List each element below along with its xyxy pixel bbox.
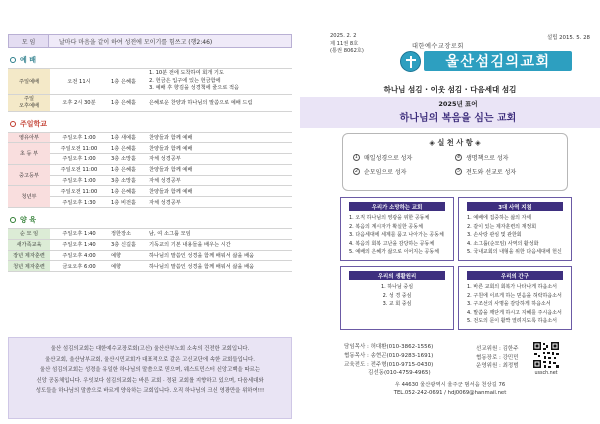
school-note: 찬양들과 함께 예배 bbox=[146, 164, 292, 175]
training-note: 남, 여 소그룹 모임 bbox=[146, 229, 292, 240]
training-note: 하나님의 말씀인 성경을 함께 배워서 삶을 배움 bbox=[146, 261, 292, 272]
school-time: 주일오전 11:00 bbox=[50, 164, 108, 175]
training-place: 3층 신길홀 bbox=[108, 239, 146, 250]
school-place: 1층 은혜홀 bbox=[108, 186, 146, 197]
school-time: 주일오후 1:00 bbox=[50, 132, 108, 143]
table-row bbox=[8, 186, 292, 197]
motto-label: 모 임 bbox=[9, 35, 49, 47]
table-row bbox=[8, 94, 292, 111]
box-title: 3대 사역 지침 bbox=[467, 202, 563, 211]
school-place: 1층 비전홀 bbox=[108, 197, 146, 208]
school-name: 청년부 bbox=[8, 186, 50, 208]
worship-table bbox=[8, 68, 292, 112]
right-page bbox=[300, 0, 600, 424]
school-note: 찬양들과 함께 예배 bbox=[146, 132, 292, 143]
training-note: 기독교의 기본 내용들을 배우는 시간 bbox=[146, 239, 292, 250]
school-place: 3층 소망홀 bbox=[108, 175, 146, 186]
worship-place: 1층 은혜홀 bbox=[108, 69, 146, 95]
school-time: 주일오전 11:00 bbox=[50, 143, 108, 154]
issue-info: 2025. 2. 2 제 11권 8호 (통권 8062호) bbox=[330, 33, 364, 54]
school-table bbox=[8, 132, 292, 209]
motto-text: 날마다 마음을 같이 하여 성전에 모이기를 힘쓰고 (행2:46) bbox=[59, 38, 213, 46]
table-row bbox=[8, 250, 292, 261]
practice-item: 4 생명책으로 성자 bbox=[455, 153, 557, 162]
worship-place: 1층 은혜홀 bbox=[108, 94, 146, 111]
school-name: 초 등 부 bbox=[8, 143, 50, 165]
slogan: 하나님 섬김 · 이웃 섬김 · 다음세대 섬김 bbox=[383, 85, 517, 94]
motto-bar bbox=[8, 34, 292, 48]
box-title: 우리의 생활원리 bbox=[349, 271, 445, 280]
training-time: 금요오후 6:00 bbox=[50, 261, 108, 272]
table-row bbox=[8, 175, 292, 186]
denomination: 대한예수교장로회 bbox=[412, 43, 464, 50]
ministry-box: 3대 사역 지침 1. 예배에 집중하는 삶의 자세 2. 같이 있는 제자훈련의 재정회 3. 손사랑 관심 및 관한회 4. 소그룹(순모임) 사역의 활성화 5. 국내교회의 내형을 위한 다음세대에 헌신 bbox=[458, 197, 572, 261]
pastor-contacts: 담임목사 : 허대환(010-3862-1556) 협동목사 : 송현곤(010-9283-1691) 교육전도 : 전주형(010-9715-0430) 김선동(010-4759-4965) bbox=[344, 344, 434, 377]
school-note: 자체 성경공부 bbox=[146, 175, 292, 186]
intro-line: 울산 섬김의교회는 대한예수교장로회(고신) 울산산부노회 소속의 건전한 교회입니다. bbox=[50, 346, 250, 352]
theme-title: 하나님의 복음을 심는 교회 bbox=[399, 113, 517, 124]
school-time: 주일오후 1:30 bbox=[50, 197, 108, 208]
training-heading: 양 육 bbox=[10, 215, 292, 225]
school-place: 1층 은혜홀 bbox=[108, 164, 146, 175]
practice-title: ◈ 실 천 사 항 ◈ bbox=[429, 138, 481, 147]
worship-notes: 은혜로운 찬양과 하나님의 말씀으로 예배 드림 bbox=[146, 94, 292, 111]
circle-icon bbox=[10, 217, 16, 223]
training-name: 순 모 임 bbox=[8, 229, 50, 240]
training-table bbox=[8, 228, 292, 272]
prayer-box: 우리의 간구 1. 바른 교회의 회복가 나타나게 하옵소서 2. 구원에 이르게 하는 믿음을 허락하옵소서 3. 구조선의 사명을 감당하게 하옵소서 4. 말씀을 깨닫게 하시고 지혜를 주시옵소서 5. 전도의 문이 활짝 열려지도록 하옵소서 bbox=[458, 266, 572, 330]
intro-line: 신앙 공동체입니다. 우잇보다 섬김의교회는 바른 교회 · 정된 교회를 지향하고 있으며, 다음세대와 bbox=[36, 377, 264, 384]
training-place: 정한장소 bbox=[108, 229, 146, 240]
table-row bbox=[8, 154, 292, 165]
church-logo bbox=[400, 51, 421, 72]
training-name: 새가족교육 bbox=[8, 239, 50, 250]
training-note: 하나님의 말씀인 성경을 함께 배워서 삶을 배움 bbox=[146, 250, 292, 261]
worship-time: 오후 2시 30분 bbox=[50, 94, 108, 111]
table-row bbox=[8, 261, 292, 272]
school-place: 3층 소망홀 bbox=[108, 154, 146, 165]
training-place: 예향 bbox=[108, 261, 146, 272]
school-place: 1층 새예홀 bbox=[108, 132, 146, 143]
table-row bbox=[8, 239, 292, 250]
school-note: 자체 성경공부 bbox=[146, 154, 292, 165]
table-row bbox=[8, 197, 292, 208]
practice-item: 1 매일성경으로 성자 bbox=[353, 153, 455, 162]
school-place: 1층 은혜홀 bbox=[108, 143, 146, 154]
school-note: 찬양들과 함께 예배 bbox=[146, 186, 292, 197]
training-name: 장년 제자훈련 bbox=[8, 250, 50, 261]
intro-line: 성도들을 하나님의 말씀으로 바르게 양육하는 교회입니다. 오직 하나님의 크신 영광만을 위하여!!! bbox=[35, 388, 265, 395]
website-label: ussch.net bbox=[534, 371, 558, 376]
school-time: 주일오후 1:00 bbox=[50, 175, 108, 186]
founded-date: 설립 2015. 5. 28 bbox=[547, 35, 590, 41]
school-note: 찬양들과 함께 예배 bbox=[146, 143, 292, 154]
table-row bbox=[8, 69, 292, 95]
circle-icon bbox=[10, 57, 16, 63]
box-title: 우리의 간구 bbox=[467, 271, 563, 280]
school-name: 영유아부 bbox=[8, 132, 50, 143]
life-principle-box: 우리의 생활원리 1. 하나님 중심 2. 성 경 중심 3. 교 회 중심 bbox=[340, 266, 454, 330]
circle-icon bbox=[10, 121, 16, 127]
table-row bbox=[8, 229, 292, 240]
staff-list: 선교위원 : 김한주 협동장로 : 강민민 운영위원 : 최정범 bbox=[476, 346, 519, 370]
church-name: 울산섬김의교회 bbox=[424, 51, 572, 71]
qr-code-icon[interactable] bbox=[532, 341, 560, 369]
cross-icon bbox=[406, 56, 416, 68]
worship-name: 주일 오후예배 bbox=[8, 94, 50, 111]
school-name: 중고등부 bbox=[8, 164, 50, 186]
hope-church-box: 우리가 소망하는 교회 1. 오직 하나님의 영광을 위한 공동체 2. 복음의 계시자가 확실한 공동체 3. 다음세대에 세계를 품고 나아가는 공동체 4. 복음의 회복 고난을 감당하는 공동체 5. 예배의 은혜가 삶으로 이어지는 공동체 bbox=[340, 197, 454, 261]
training-place: 예향 bbox=[108, 250, 146, 261]
practice-box bbox=[342, 133, 568, 191]
box-title: 우리가 소망하는 교회 bbox=[349, 202, 445, 211]
practice-item: 5 전도와 선교로 성자 bbox=[455, 167, 557, 176]
training-time: 주일오후 1:40 bbox=[50, 229, 108, 240]
practice-item: 2 순모임으로 성자 bbox=[353, 167, 455, 176]
worship-time: 오전 11시 bbox=[50, 69, 108, 95]
school-time: 주일오후 1:00 bbox=[50, 154, 108, 165]
intro-line: 울산교회, 울산남부교회, 울산시민교회가 대표적으로 같은 고신교단에 속한 교회들입니다. bbox=[45, 356, 255, 363]
worship-name: 주일예배 bbox=[8, 69, 50, 95]
worship-heading: 예 배 bbox=[10, 55, 292, 65]
worship-notes: 1. 10분 전에 도착하여 회개 기도 2. 헌금은 입구에 있는 헌금함에 3. 예배 후 향김을 성경책에 줄으로 적음 bbox=[146, 69, 292, 95]
table-row bbox=[8, 164, 292, 175]
school-heading: 주일학교 bbox=[10, 119, 292, 129]
training-time: 주일오후 4:00 bbox=[50, 250, 108, 261]
table-row bbox=[8, 132, 292, 143]
training-time: 주일오후 1:40 bbox=[50, 239, 108, 250]
school-note: 자체 성경공부 bbox=[146, 197, 292, 208]
school-time: 주일오전 11:00 bbox=[50, 186, 108, 197]
church-address: 우 44630 울산광역시 울주군 범서읍 천상길 76 TEL.052-242-0691 / hdj0069@hanmail.net bbox=[393, 382, 507, 396]
church-intro-box bbox=[8, 337, 292, 419]
intro-line: 울산 섬김의교회는 성경을 유일한 하나님의 말씀으로 믿으며, 웨스트민스터 신앙고백을 따르는 bbox=[39, 367, 261, 374]
table-row bbox=[8, 143, 292, 154]
theme-year: 2025년 표어 bbox=[438, 100, 478, 108]
training-name: 청년 제자훈련 bbox=[8, 261, 50, 272]
